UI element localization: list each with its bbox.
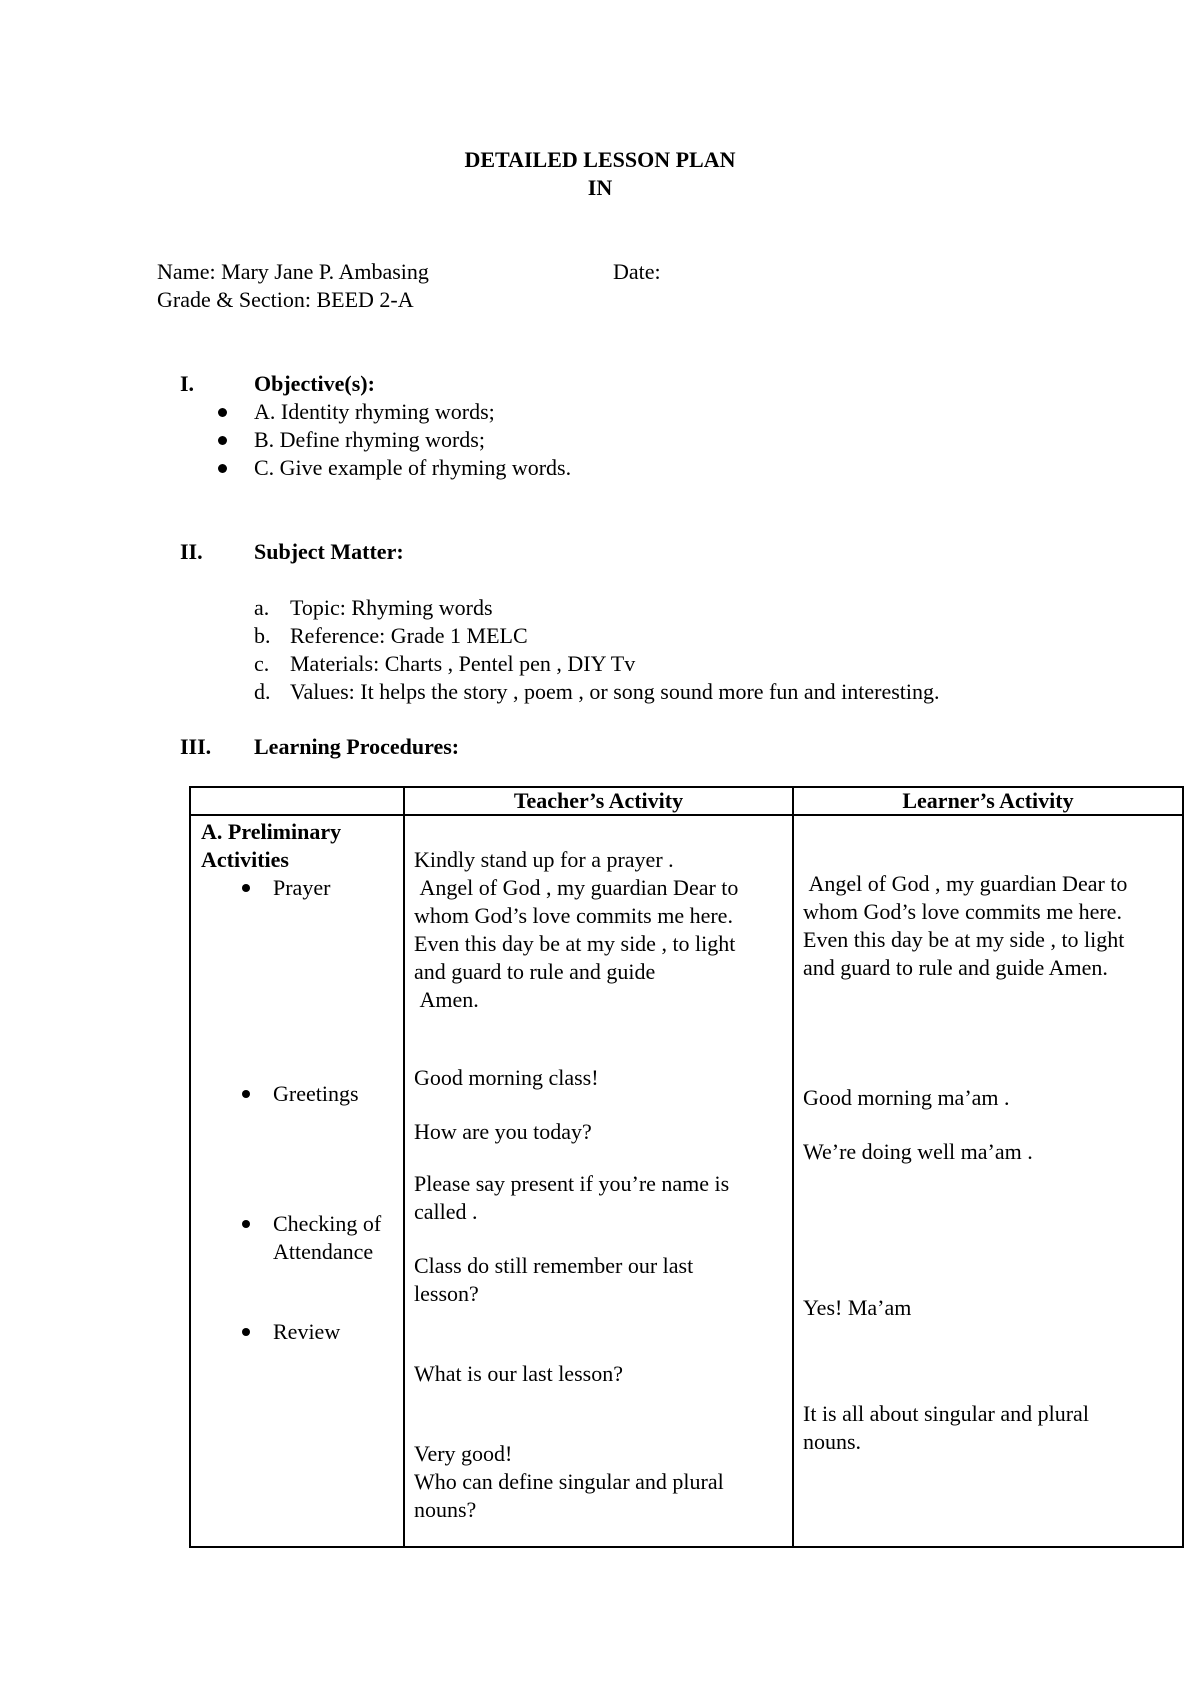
learner-prayer-line: Angel of God , my guardian Dear to [803,871,1128,896]
procedures-table [189,786,1184,1548]
teacher-prayer-line: Angel of God , my guardian Dear to [414,875,739,900]
learner-doing-well: We’re doing well ma’am . [803,1139,1033,1164]
bullet-icon [218,408,227,417]
objectives-number: I. [180,371,195,396]
teacher-attendance-line: called . [414,1199,478,1224]
bullet-icon [242,1328,250,1336]
info-block [157,258,957,314]
procedures-heading [180,733,459,761]
preliminary-heading-2: Activities [201,847,289,872]
learner-answer-line: nouns. [803,1429,862,1454]
teacher-last-lesson: What is our last lesson? [414,1361,623,1386]
date-field: Date: [613,259,661,284]
procedures-number: III. [180,734,212,759]
activity-attendance-line2: Attendance [273,1239,374,1264]
teacher-prayer-line: Amen. [414,987,479,1012]
procedures-label: Learning Procedures: [254,734,460,759]
bullet-icon [218,436,227,445]
objectives-list [214,398,571,482]
teacher-prayer-line: and guard to rule and guide [414,959,656,984]
name-field: Name: Mary Jane P. Ambasing [157,259,429,284]
table-header-row [190,787,1183,815]
bullet-icon [218,464,227,473]
learner-greeting: Good morning ma’am . [803,1085,1010,1110]
teacher-prayer-line: Even this day be at my side , to light [414,931,736,956]
objectives-heading [180,370,375,398]
teacher-how-are-you: How are you today? [414,1119,592,1144]
teacher-attendance-line: Please say present if you’re name is [414,1171,730,1196]
teacher-prayer-intro: Kindly stand up for a prayer . [414,847,674,872]
activity-column [190,815,404,1547]
activity-prayer: Prayer [191,874,330,902]
document-title [0,146,1200,202]
teacher-define-line: nouns? [414,1497,477,1522]
teacher-very-good: Very good! [414,1441,513,1466]
subject-label: Subject Matter: [254,539,404,564]
teacher-define-line: Who can define singular and plural [414,1469,724,1494]
activity-greetings: Greetings [191,1080,359,1108]
learner-yes: Yes! Ma’am [803,1295,912,1320]
subject-heading [180,538,404,566]
subject-number: II. [180,539,203,564]
preliminary-heading-1: A. Preliminary [201,819,342,844]
teacher-review-line: Class do still remember our last [414,1253,694,1278]
bullet-icon [242,1220,250,1228]
subject-list [254,594,940,706]
grade-section-field: Grade & Section: BEED 2-A [157,287,414,312]
activity-attendance: Checking of [191,1210,381,1238]
list-item: A. Identity rhyming words; [214,398,571,426]
list-item: d. Values: It helps the story , poem , or song sound more fun and interesting. [254,679,940,704]
learner-prayer-line: Even this day be at my side , to light [803,927,1125,952]
teacher-greeting: Good morning class! [414,1065,599,1090]
list-item: C. Give example of rhyming words. [214,454,571,482]
header-learner-activity: Learner’s Activity [793,787,1183,815]
teacher-prayer-line: whom God’s love commits me here. [414,903,733,928]
list-item: B. Define rhyming words; [214,426,571,454]
list-item: c. Materials: Charts , Pentel pen , DIY Tv [254,651,636,676]
learner-activity-column [793,815,1183,1547]
title-line-2: IN [587,175,613,200]
learner-prayer-line: whom God’s love commits me here. [803,899,1122,924]
teacher-activity-column [404,815,793,1547]
header-cell-blank [190,787,404,815]
bullet-icon [242,884,250,892]
learner-answer-line: It is all about singular and plural [803,1401,1089,1426]
table-row [190,815,1183,1547]
header-teacher-activity: Teacher’s Activity [404,787,793,815]
title-line-1: DETAILED LESSON PLAN [464,147,736,172]
list-item: a. Topic: Rhyming words [254,595,493,620]
list-item: b. Reference: Grade 1 MELC [254,623,528,648]
bullet-icon [242,1090,250,1098]
activity-review: Review [191,1318,340,1346]
objectives-label: Objective(s): [254,371,375,396]
learner-prayer-line: and guard to rule and guide Amen. [803,955,1108,980]
teacher-review-line: lesson? [414,1281,479,1306]
